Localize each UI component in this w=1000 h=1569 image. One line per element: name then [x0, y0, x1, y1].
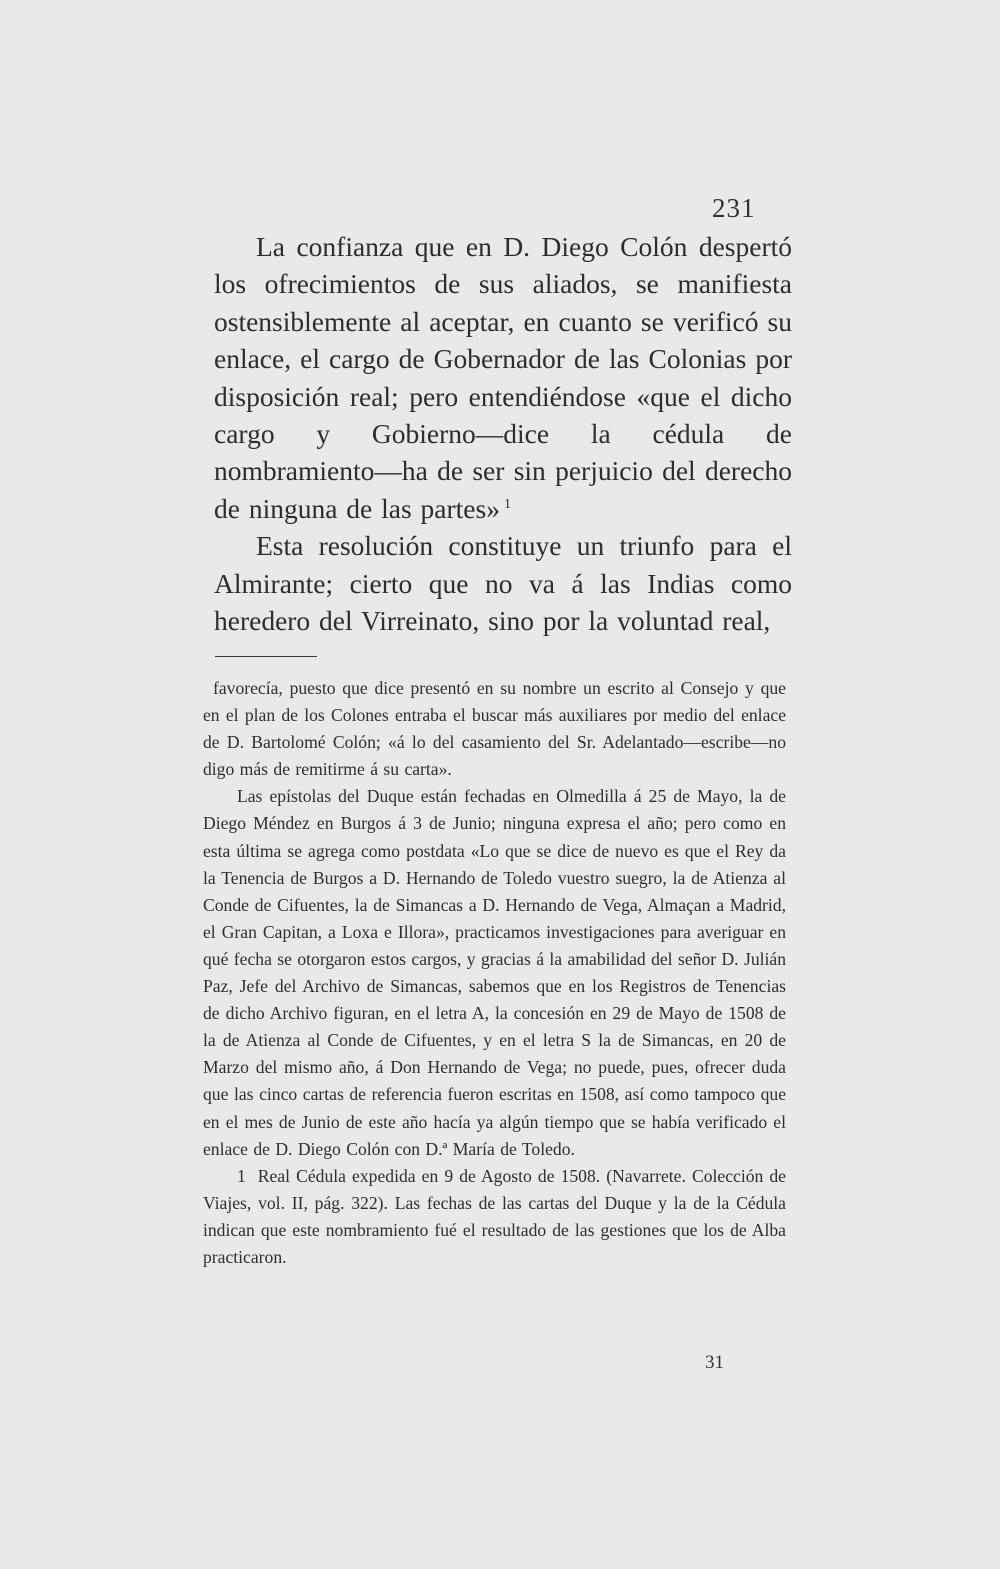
note-paragraph: Las epístolas del Duque están fechadas en Olmedilla á 25 de Mayo, la de Diego Méndez en Burgos á 3 de Junio; ninguna expresa el año; pero como en esta última se agrega como postdata «Lo que se dice de nuevo es que el Rey da la Tenencia de Burgos a D. Hernando de Toledo vuestro suegro, la de Atienza al Conde de Cifuentes, la de Simancas a D. Hernando de Vega, Almaçan a Madrid, el Gran Capitan, a Loxa e Illora», practicamos investigaciones para averiguar en qué fecha se otorgaron estos cargos, y gracias á la amabilidad del señor D. Julián Paz, Jefe del Archivo de Simancas, sabemos que en los Registros de Tenencias de dicho Archivo figuran, en el letra A, la concesión en 29 de Mayo de 1508 de la de Atienza al Conde de Cifuentes, y en el letra S la de Simancas, en 20 de Marzo del mismo año, á Don Hernando de Vega; no puede, pues, ofrecer duda que las cinco cartas de referencia fueron escritas en 1508, así como tampoco que en el mes de Junio de este año hacía ya algún tiempo que se había verificado el enlace de D. Diego Colón con D.ª María de Toledo. [203, 786, 787, 1159]
footnote-number: 1 [237, 1165, 246, 1186]
notes-block [203, 675, 786, 1271]
signature-mark: 31 [705, 1352, 724, 1373]
footnote-1-text: Real Cédula expedida en 9 de Agosto de 1508. (Navarrete. Colección de Viajes, vol. II, pág. 322). Las fechas de las cartas del Duque y la de la Cédula indican que este nombramiento fué el resultado de las gestiones que los de Alba practicaron. [203, 1165, 786, 1267]
main-text [214, 228, 792, 639]
page-number: 231 [712, 193, 756, 223]
body-paragraph-1-text: La confianza que en D. Diego Colón despertó los ofrecimientos de sus aliados, se manifiesta ostensiblemente al aceptar, en cuanto se verificó su enlace, el cargo de Gobernador de las Colonias por disposición real; pero entendiéndose «que el dicho cargo y Gobierno—dice la cédula de nombramiento—ha de ser sin perjuicio del derecho de ninguna de las partes» [214, 231, 792, 524]
footnote-marker: 1 [503, 496, 511, 512]
footnote-1 [203, 1163, 786, 1271]
body-paragraph-2: Esta resolución constituye un triunfo para el Almirante; cierto que no va á las Indias como heredero del Virreinato, sino por la voluntad real, [214, 530, 792, 637]
note-continuation: favorecía, puesto que dice presentó en su nombre un escrito al Consejo y que en el plan de los Colones entraba el buscar más auxiliares por medio del enlace de D. Bartolomé Colón; «á lo del casamiento del Sr. Adelantado—escribe—no digo más de remitirme á su carta». [203, 678, 786, 780]
footnote-separator [215, 656, 317, 657]
body-paragraph-1 [214, 228, 792, 527]
